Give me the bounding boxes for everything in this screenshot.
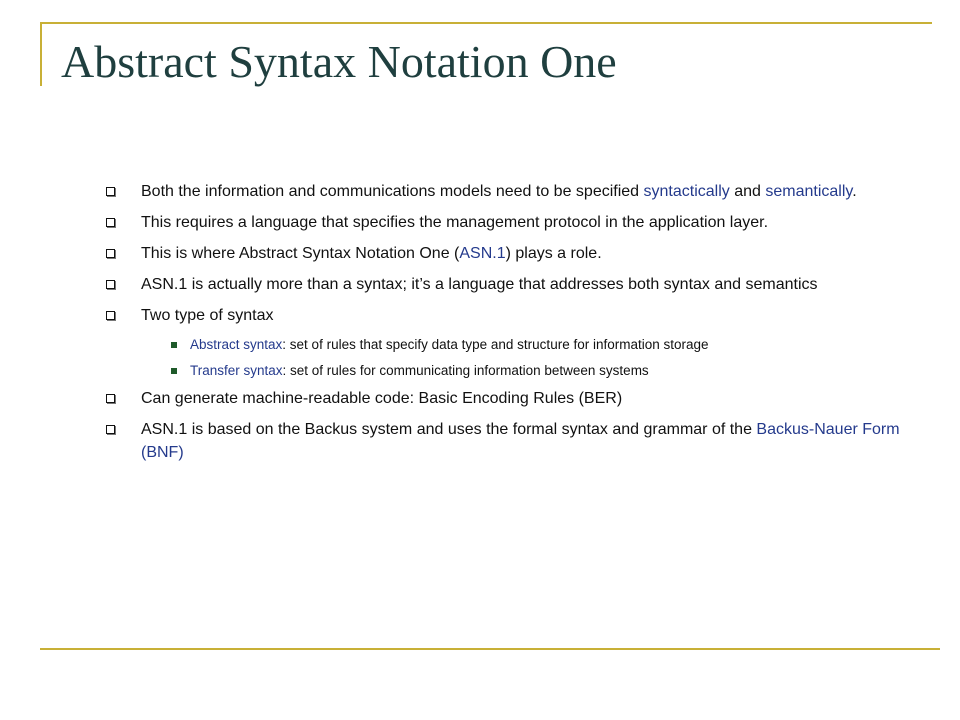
bullet-item <box>104 418 914 464</box>
frame-left-line <box>40 22 42 86</box>
filled-square-bullet-icon <box>171 342 177 348</box>
bullet-item <box>104 211 914 234</box>
bullet-item <box>104 180 914 203</box>
highlight-term: syntactically <box>643 183 730 200</box>
square-bullet-icon <box>106 280 115 289</box>
highlight-term: semantically <box>765 183 853 200</box>
frame-top-line <box>40 22 932 24</box>
bullet-text: ) plays a role. <box>505 245 602 262</box>
square-bullet-icon <box>106 425 115 434</box>
square-bullet-icon <box>106 218 115 227</box>
highlight-term: Backus-Nauer Form (BNF) <box>141 421 900 461</box>
square-bullet-icon <box>106 187 115 196</box>
slide-title: Abstract Syntax Notation One <box>61 36 617 87</box>
filled-square-bullet-icon <box>171 368 177 374</box>
bullet-list <box>104 180 914 472</box>
bullet-item <box>104 304 914 327</box>
bullet-text: ASN.1 is based on the Backus system and uses the formal syntax and grammar of the <box>141 421 757 438</box>
sub-bullet-text: : set of rules for communicating information between systems <box>282 363 649 378</box>
bullet-text: Two type of syntax <box>141 307 274 324</box>
bullet-text: Both the information and communications models need to be specified <box>141 183 644 200</box>
bullet-item <box>104 387 914 410</box>
square-bullet-icon <box>106 394 115 403</box>
bullet-text: ASN.1 is actually more than a syntax; it’s a language that addresses both syntax and semantics <box>141 276 818 293</box>
bullet-text: and <box>729 183 766 200</box>
bullet-text: This requires a language that specifies the management protocol in the application layer. <box>141 214 769 231</box>
bullet-item <box>104 273 914 296</box>
square-bullet-icon <box>106 311 115 320</box>
highlight-term: ASN.1 <box>459 245 506 262</box>
bullet-text: This is where Abstract Syntax Notation One ( <box>141 245 460 262</box>
sub-bullet-item <box>104 361 914 381</box>
highlight-term: Abstract syntax <box>190 337 283 352</box>
bullet-text: . <box>852 183 857 200</box>
frame-bottom-line <box>40 648 940 650</box>
sub-bullet-item <box>104 335 914 355</box>
highlight-term: Transfer syntax <box>190 363 283 378</box>
bullet-item <box>104 242 914 265</box>
square-bullet-icon <box>106 249 115 258</box>
sub-bullet-text: : set of rules that specify data type and structure for information storage <box>282 337 709 352</box>
bullet-text: Can generate machine-readable code: Basic Encoding Rules (BER) <box>141 390 623 407</box>
